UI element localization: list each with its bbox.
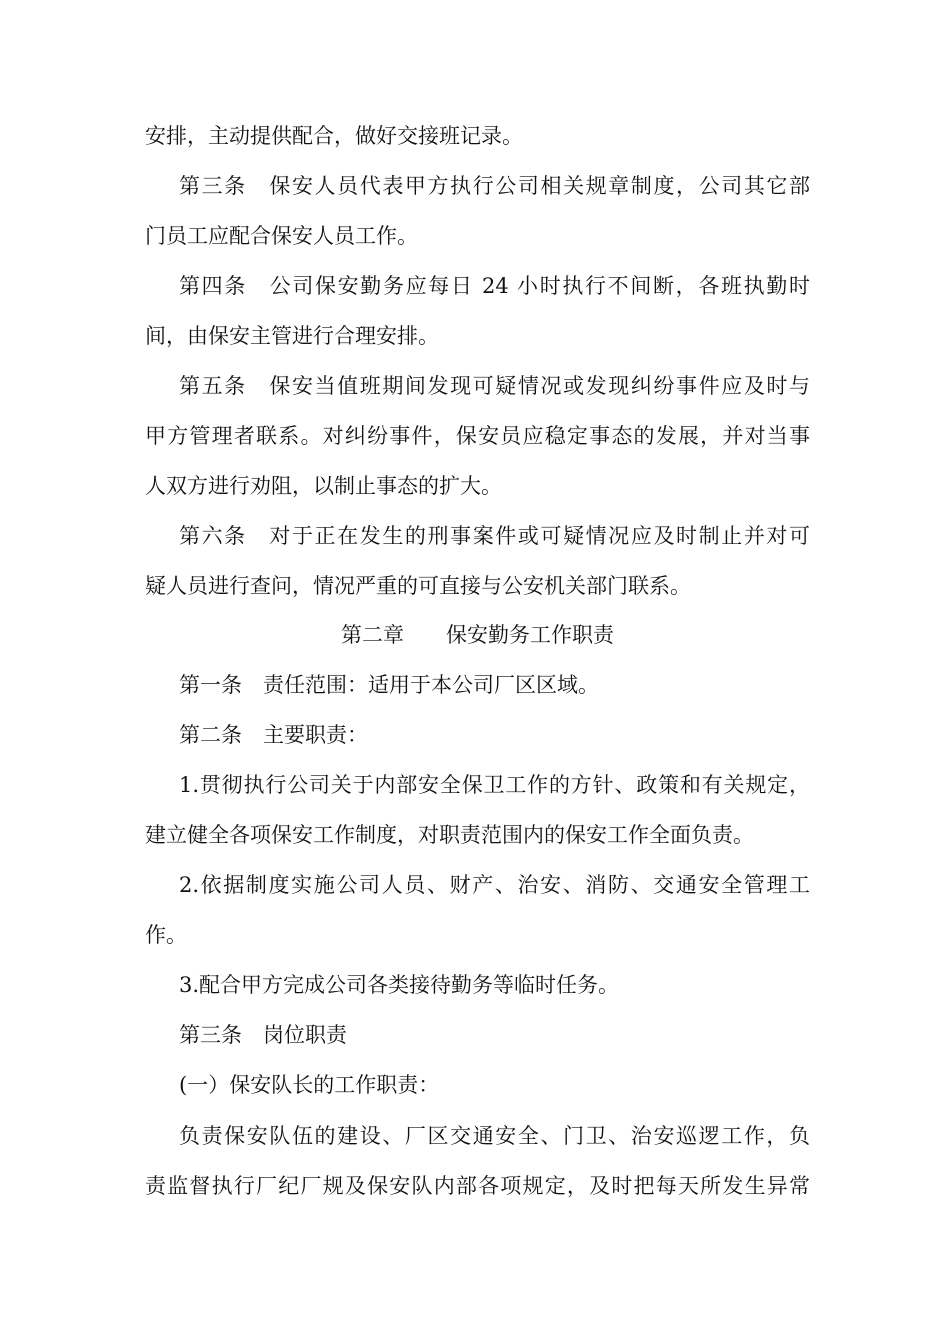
text-line: 第三条 岗位职责: [179, 1023, 347, 1047]
text-line: 建立健全各项保安工作制度，对职责范围内的保安工作全面负责。: [145, 823, 754, 847]
text-line: 安排，主动提供配合，做好交接班记录。: [145, 124, 523, 148]
text-line: 第三条 保安人员代表甲方执行公司相关规章制度，公司其它部: [179, 174, 810, 198]
text-line: 甲方管理者联系。对纠纷事件，保安员应稳定事态的发展，并对当事: [145, 424, 810, 448]
text-line: 2.依据制度实施公司人员、财产、治安、消防、交通安全管理工: [179, 873, 810, 897]
text-line: 3.配合甲方完成公司各类接待勤务等临时任务。: [179, 973, 620, 997]
text-line: 第五条 保安当值班期间发现可疑情况或发现纠纷事件应及时与: [179, 374, 810, 398]
text-line: 人双方进行劝阻，以制止事态的扩大。: [145, 474, 502, 498]
text-line: 第一条 责任范围：适用于本公司厂区区域。: [179, 673, 599, 697]
text-line: 第六条 对于正在发生的刑事案件或可疑情况应及时制止并对可: [179, 524, 810, 548]
text-line: 1.贯彻执行公司关于内部安全保卫工作的方针、政策和有关规定，: [179, 773, 810, 797]
text-line: (一）保安队长的工作职责：: [179, 1073, 440, 1097]
text-line: 作。: [145, 923, 187, 947]
text-line: 疑人员进行查问，情况严重的可直接与公安机关部门联系。: [145, 574, 691, 598]
text-line: 门员工应配合保安人员工作。: [145, 224, 418, 248]
text-line: 负责保安队伍的建设、厂区交通安全、门卫、治安巡逻工作，负: [179, 1124, 810, 1148]
text-line: 责监督执行厂纪厂规及保安队内部各项规定，及时把每天所发生异常: [145, 1174, 810, 1198]
text-line: 间，由保安主管进行合理安排。: [145, 324, 439, 348]
text-line: 第二条 主要职责：: [179, 723, 368, 747]
text-line: 第四条 公司保安勤务应每日 24 小时执行不间断，各班执勤时: [179, 274, 810, 298]
chapter-heading: 第二章 保安勤务工作职责: [341, 623, 614, 647]
